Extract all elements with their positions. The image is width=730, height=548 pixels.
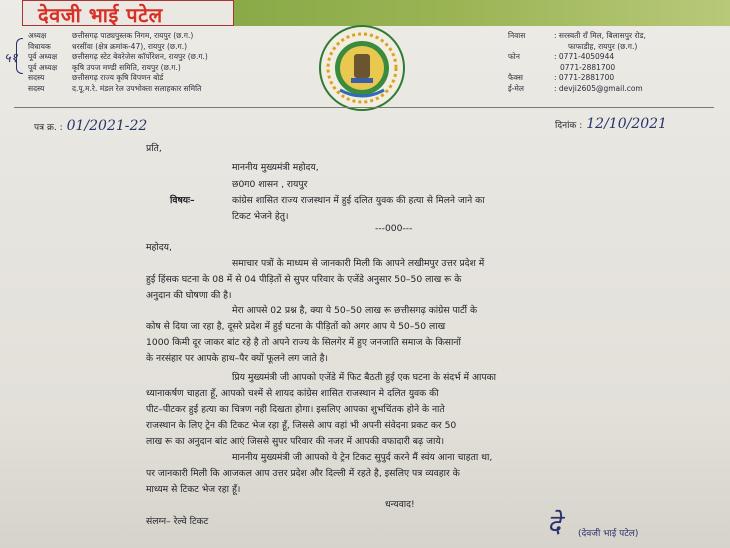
role-row [28,84,208,95]
paragraph-line: पर जानकारी मिली कि आजकल आप उत्तर प्रदेश और दिल्ली में रहते है, इसलिए पत्र व्यवहार के [146,468,460,479]
role-row [28,31,208,42]
contact-block [508,31,730,95]
role-title: पूर्व अध्यक्ष [28,62,58,72]
role-org: द.पू.म.रे. मंडल रेल उपभोक्ता सलाहकार समिति [72,83,202,93]
contact-value: : सरस्वती राँ मिल, बिलासपुर रोड, [554,31,646,40]
paragraph-line: राजस्थान के लिए ट्रेन की टिकट भेज रहा हूँ, जिससे आप वहां भी अपनी संवेदना प्रकट कर 50 [146,420,457,431]
state-emblem-icon [318,24,406,112]
subject-label: विषयः– [170,195,195,206]
role-title: पूर्व अध्यक्ष [28,52,58,62]
signature-name: (देवजी भाई पटेल) [578,529,639,539]
letter-date [555,116,667,132]
paragraph-line: मेरा आपसे 02 प्रश्न है, क्या ये 50–50 लाख रू छत्तीसगढ़ कांग्रेस पार्टी के [232,305,478,316]
paragraph-line: प्रिय मुख्यमंत्री जी आपको एजेंडे में फिट बैठती हुई एक घटना के संदर्भ में आपका [232,372,497,383]
date-value: 12/10/2021 [586,116,667,132]
role-title: विधायक [28,41,51,51]
contact-row [508,42,730,53]
subject-line-1: कांग्रेस शासित राज्य राजस्थान में हुई दलित युवक की हत्या से मिलने जाने का [232,195,485,206]
contact-label: निवास [508,31,526,40]
role-row [28,52,208,63]
roles-list [28,31,208,95]
paragraph-line: ध्यानाकर्षण चाहता हूँ, आपको चश्में से शायद कांग्रेस शासित राजस्थान मे दलित युवक की [146,388,439,399]
date-label: दिनांक : [555,121,583,131]
paragraph-line: समाचार पत्रों के माध्यम से जानकारी मिली कि आपने लखीमपुर उत्तर प्रदेश में [232,258,485,269]
contact-row [508,63,730,74]
contact-row [508,31,730,42]
paragraph-line: 1000 किमी दूर जाकर बांट रहे है तो अपने राज्य के सिलगेर में हुए जनजाति समाज के किसानों [146,337,461,348]
paragraph-line: के नरसंहार पर आपके हाथ–पैर क्यों फूलने लग जाते है। [146,353,328,364]
salutation: महोदय, [146,242,172,253]
role-org: छत्तीसगढ़ राज्य कृषि विपणन बोर्ड [72,73,164,83]
header-divider [14,107,714,108]
paragraph-line: माननीय मुख्यमंत्री जी आपको ये ट्रेन टिकट सुपुर्द करने मैं स्वंय आना चाहता था, [232,452,493,463]
role-org: धरसींवा (क्षेत्र क्रमांक-47), रायपुर (छ.ग.) [72,41,188,51]
role-org: छत्तीसगढ़ स्टेट बेवरेजेस कॉर्पोरेशन, रायपुर (छ.ग.) [72,52,208,62]
role-title: सदस्य [28,83,45,93]
contact-value: फाफाडीह, रायपुर (छ.ग.) [568,41,638,51]
contact-value: : 0771-2881700 [554,73,615,83]
reference-label: पत्र क्र. : [34,123,63,133]
paragraph-line: लाख रू का अनुदान बांट आएं जिससे सुपर परिवार की नजर में आपकी वफादारी बढ़ जाये। [146,436,445,447]
role-row [28,42,208,53]
thanks: धन्यवाद! [385,499,415,510]
paragraph-line: माध्यम से टिकट भेज रहा हूँ। [146,484,241,495]
contact-row [508,84,730,95]
letter-reference [34,118,147,134]
subject-line-2: टिकट भेजने हेतु। [232,211,289,222]
enclosure: संलग्न– रेल्वे टिकट [146,516,209,527]
role-row [28,73,208,84]
role-title: अध्यक्ष [28,31,47,40]
contact-label [508,63,554,74]
contact-label: फोन [508,52,520,62]
letterhead-name: देवजी भाई पटेल [38,3,163,27]
role-row [28,63,208,74]
contact-label: फैक्स [508,73,523,83]
paragraph-line: कोष से दिया जा रहा है, दूसरे प्रदेश में हुई घटना के पीड़ितों को अगर आप ये 50–50 लाख [146,321,446,332]
contact-row [508,52,730,63]
margin-number: ५१ [4,51,18,66]
addressee-line-1: माननीय मुख्यमंत्री महोदय, [232,162,319,173]
contact-value: 0771-2881700 [560,62,616,72]
contact-row [508,73,730,84]
signature-mark: दे [547,510,561,540]
role-org: छत्तीसगढ़ पाठ्यपुस्तक निगम, रायपुर (छ.ग.) [72,31,194,40]
contact-value: : devji2605@gmail.com [554,83,643,93]
paragraph-line: हुई हिंसक घटना के 08 में से 04 पीड़ितों से सुपर परिवार के एजेंडे अनुसार 50–50 लाख रू के [146,274,462,285]
paragraph-line: पीट–पीटकर हुई हत्या का चित्रण नही दिखता होगा। इसलिए आपका शुभचिंतक होने के नाते [146,404,445,415]
role-title: सदस्य [28,73,45,83]
role-org: कृषि उपज मण्डी समिति, रायपुर (छ.ग.) [72,62,181,72]
contact-label [508,42,554,53]
prati: प्रति, [146,143,162,154]
separator: ---000--- [375,223,413,234]
contact-value: : 0771-4050944 [554,52,615,62]
addressee-line-2: छ0ग0 शासन , रायपुर [232,179,308,190]
reference-number: 01/2021-22 [66,118,148,134]
contact-label: ई-मेल [508,83,524,93]
paragraph-line: अनुदान की घोषणा की है। [146,290,232,301]
